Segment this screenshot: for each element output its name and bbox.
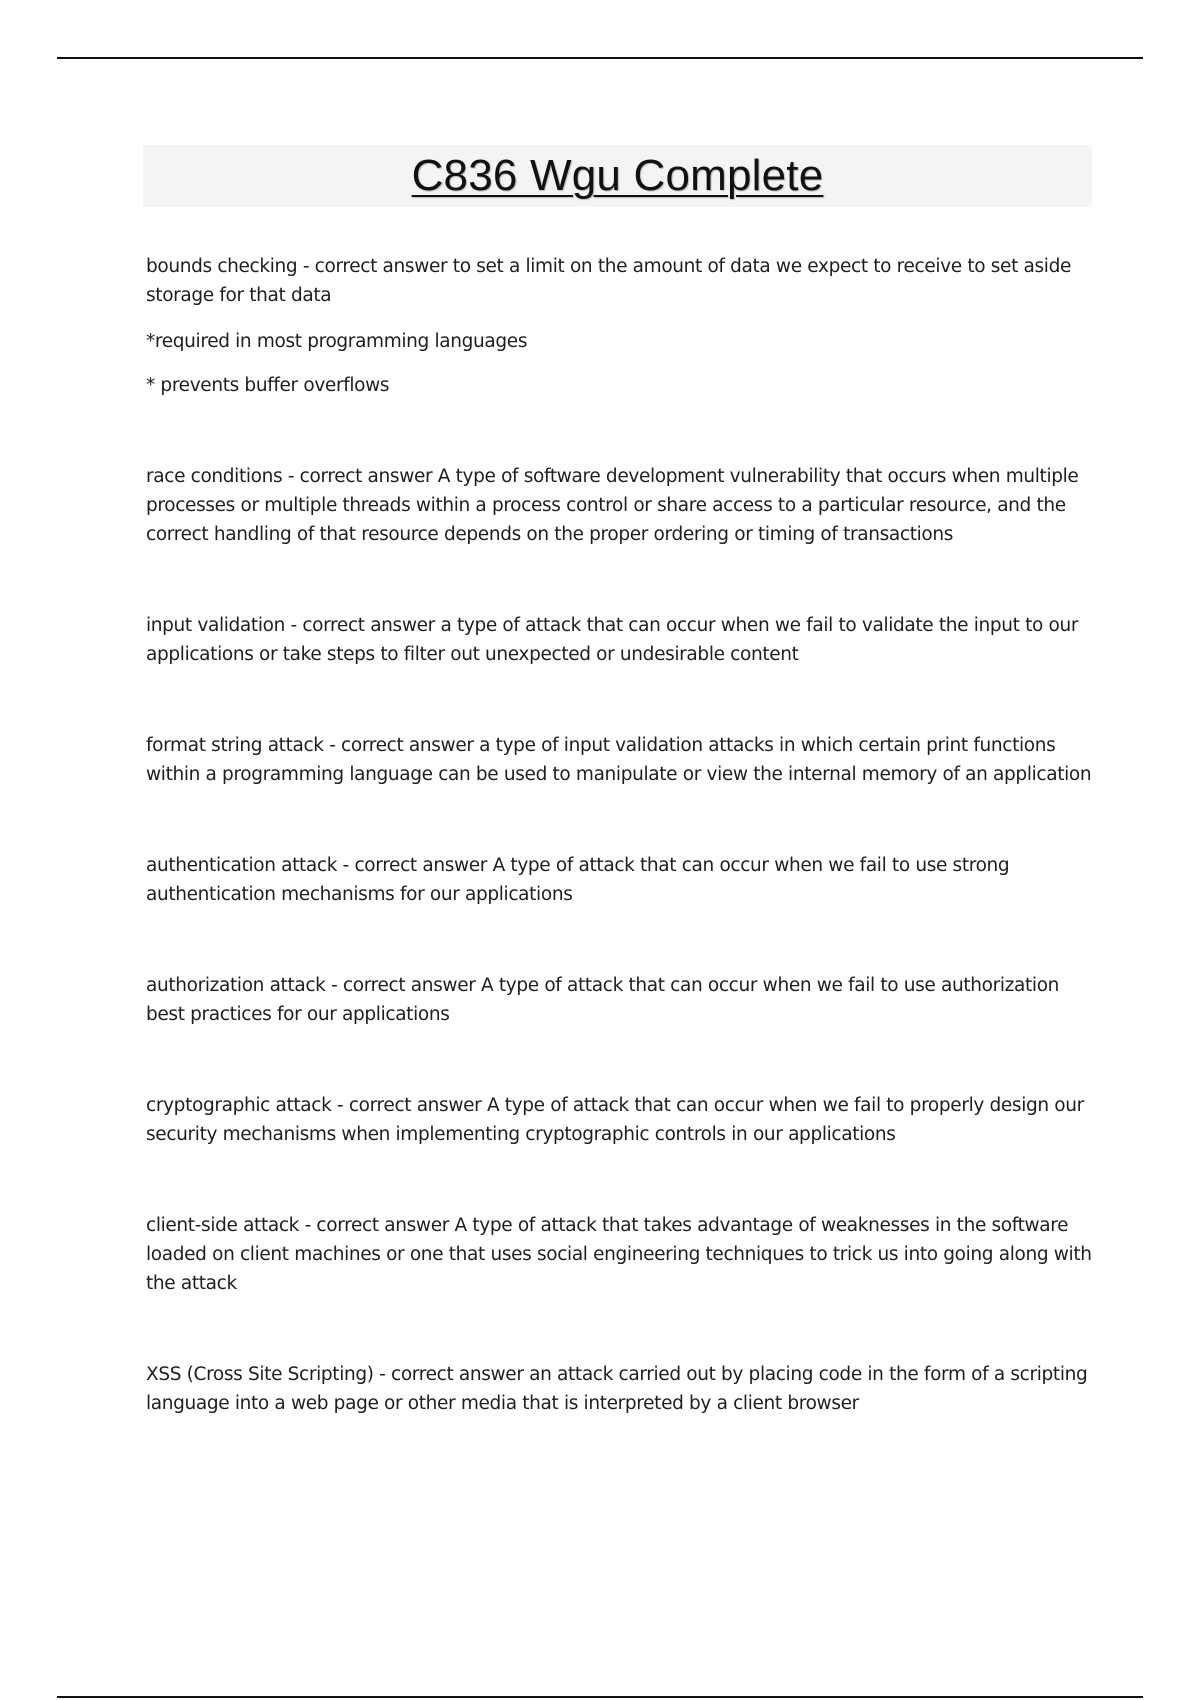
entry-format-string-attack: format string attack - correct answer a type of input validation attacks in which certain print functions within a programming language can be used to manipulate or view the internal memory of an application xyxy=(146,735,1092,785)
title-band xyxy=(143,145,1092,207)
entry-cryptographic-attack: cryptographic attack - correct answer A type of attack that can occur when we fail to properly design our security mechanisms when implementing cryptographic controls in our applications xyxy=(146,1095,1084,1145)
entry-authorization-attack: authorization attack - correct answer A type of attack that can occur when we fail to use authorization best practices for our applications xyxy=(146,975,1060,1025)
entry-race-conditions: race conditions - correct answer A type of software development vulnerability that occurs when multiple processes or multiple threads within a process control or share access to a particular resource, and the correct handling of that resource depends on the proper ordering or timing of transactions xyxy=(146,466,1079,545)
entry-note: *required in most programming languages xyxy=(146,331,528,352)
entry-bounds-checking: bounds checking - correct answer to set a limit on the amount of data we expect to receive to set aside storage for that data xyxy=(146,256,1071,306)
top-rule xyxy=(57,57,1143,59)
entry-client-side-attack: client-side attack - correct answer A type of attack that takes advantage of weaknesses in the software loaded on client machines or one that uses social engineering techniques to trick us into going along with the attack xyxy=(146,1215,1092,1294)
bottom-rule xyxy=(57,1696,1143,1698)
entry-note: * prevents buffer overflows xyxy=(146,375,390,396)
document-title: C836 Wgu Complete xyxy=(411,151,824,200)
entry-xss: XSS (Cross Site Scripting) - correct answer an attack carried out by placing code in the form of a scripting language into a web page or other media that is interpreted by a client browser xyxy=(146,1364,1088,1414)
entry-authentication-attack: authentication attack - correct answer A type of attack that can occur when we fail to use strong authentication mechanisms for our applications xyxy=(146,855,1010,905)
document-body xyxy=(146,252,1096,1418)
entry-input-validation: input validation - correct answer a type of attack that can occur when we fail to validate the input to our applications or take steps to filter out unexpected or undesirable content xyxy=(146,615,1079,665)
